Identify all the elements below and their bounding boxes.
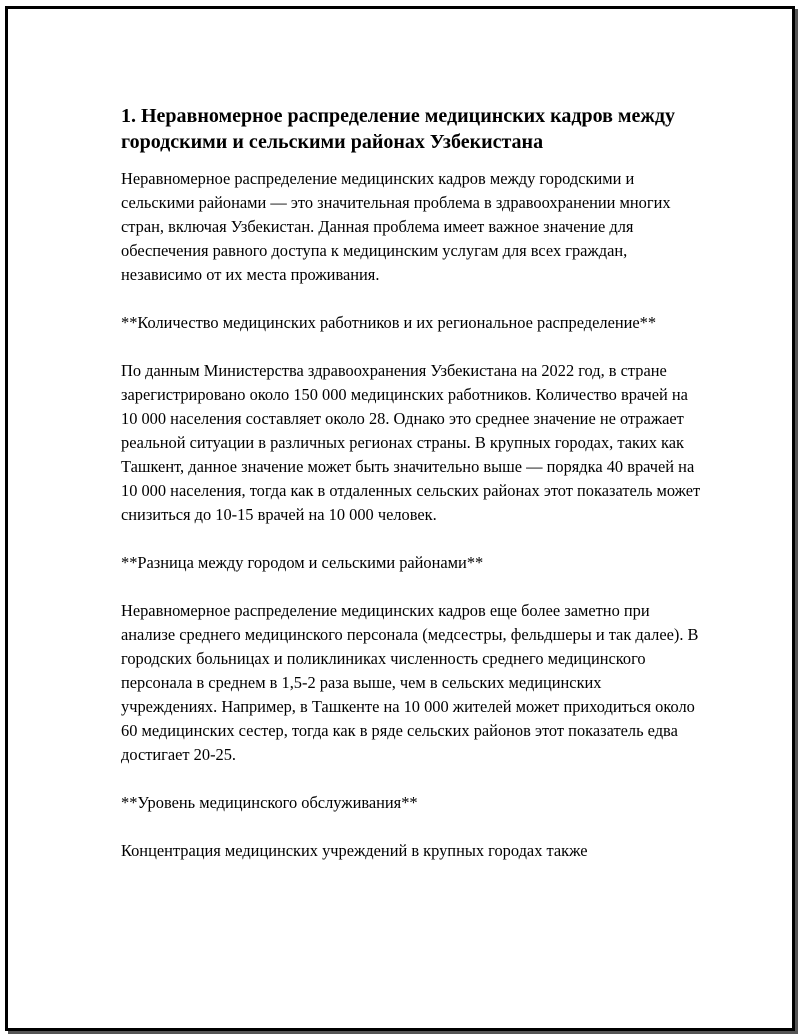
document-heading: 1. Неравномерное распределение медицинских кадров между городскими и сельскими районах Узбекистана bbox=[121, 105, 676, 153]
subheading-staff-count: **Количество медицинских работников и их региональное распределение** bbox=[121, 313, 657, 332]
paragraph-nursing-staff: Неравномерное распределение медицинских кадров еще более заметно при анализе среднего медицинского персонала (медсестры, фельдшеры и так далее). В городских больницах и поликлиниках численность среднего медицинского персонала в среднем в 1,5-2 раза выше, чем в сельских медицинских учреждениях. Например, в Ташкенте на 10 000 жителей может приходиться около 60 медицинских сестер, тогда как в ряде сельских районов этот показатель едва достигает 20-25. bbox=[121, 601, 699, 764]
paragraph-intro: Неравномерное распределение медицинских кадров между городскими и сельскими районами — это значительная проблема в здравоохранении многих стран, включая Узбекистан. Данная проблема имеет важное значение для обеспечения равного доступа к медицинским услугам для всех граждан, независимо от их места проживания. bbox=[121, 169, 671, 284]
paragraph-facilities-concentration: Концентрация медицинских учреждений в крупных городах также bbox=[121, 841, 588, 860]
subheading-urban-rural-gap: **Разница между городом и сельскими районами** bbox=[121, 553, 484, 572]
paragraph-statistics: По данным Министерства здравоохранения Узбекистана на 2022 год, в стране зарегистрировано около 150 000 медицинских работников. Количество врачей на 10 000 населения составляет около 28. Однако это среднее значение не отражает реальной ситуации в различных регионах страны. В крупных городах, таких как Ташкент, данное значение может быть значительно выше — порядка 40 врачей на 10 000 населения, тогда как в отдаленных сельских районах этот показатель может снизиться до 10-15 врачей на 10 000 человек. bbox=[121, 361, 701, 524]
page-frame bbox=[5, 6, 795, 1031]
document-body bbox=[121, 103, 701, 887]
subheading-service-level: **Уровень медицинского обслуживания** bbox=[121, 793, 418, 812]
